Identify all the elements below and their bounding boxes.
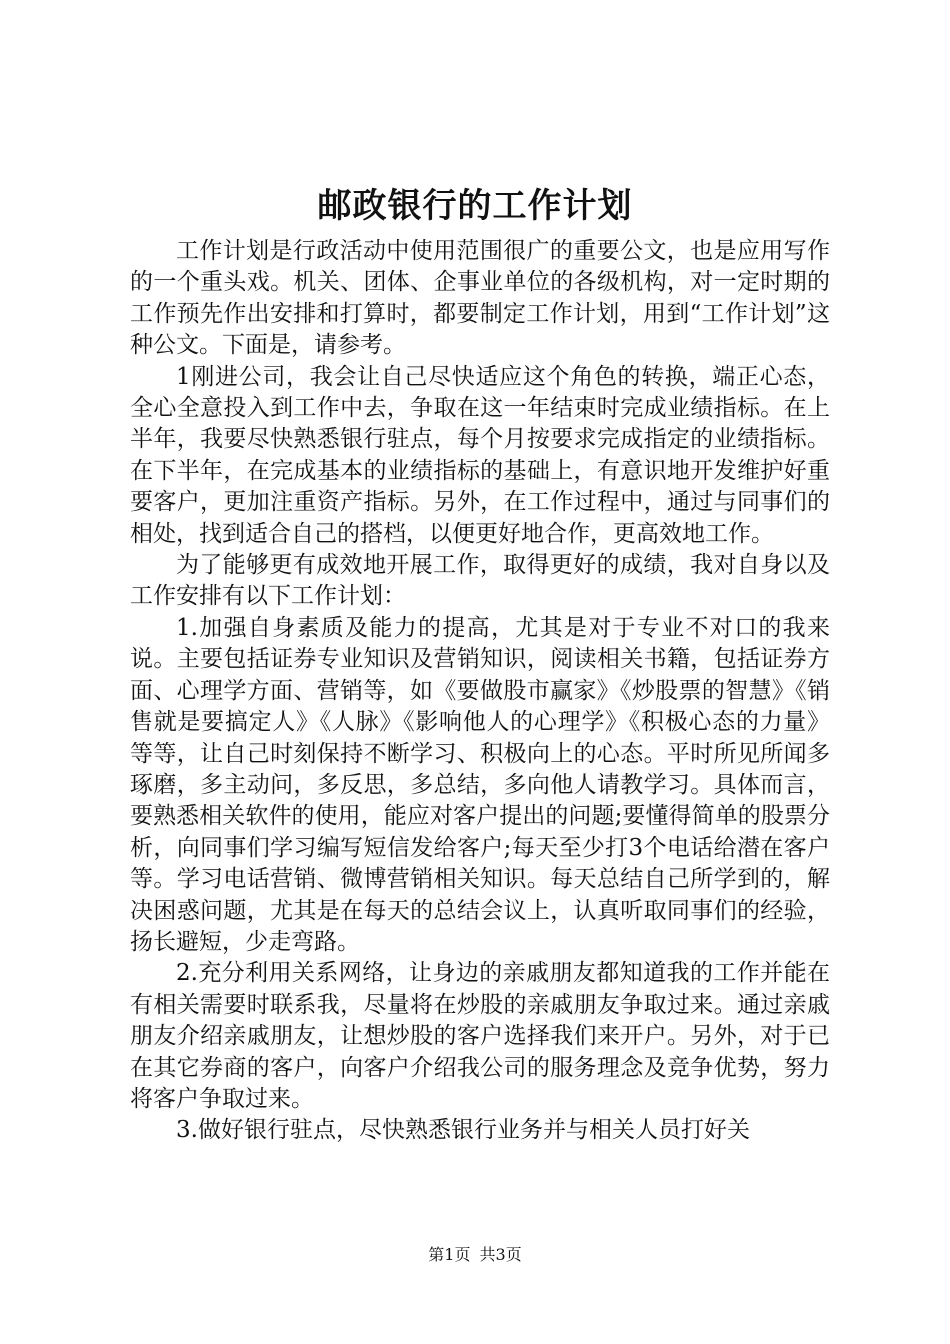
page-number-total: 共3页 bbox=[479, 1245, 522, 1264]
paragraph-intro: 工作计划是行政活动中使用范围很广的重要公文，也是应用写作的一个重头戏。机关、团体、企事业单位的各级机构，对一定时期的工作预先作出安排和打算时，都要制定工作计划，用到“工作计划”这种公文。下面是，请参考。 bbox=[130, 238, 830, 359]
paragraph-2: 为了能够更有成效地开展工作，取得更好的成绩，我对自身以及工作安排有以下工作计划： bbox=[130, 552, 830, 610]
page-number-current: 第1页 bbox=[428, 1245, 471, 1264]
paragraph-4: 2.充分利用关系网络，让身边的亲戚朋友都知道我的工作并能在有相关需要时联系我，尽量将在炒股的亲戚朋友争取过来。通过亲戚朋友介绍亲戚朋友，让想炒股的客户选择我们来开户。另外，对于已在其它券商的客户，向客户介绍我公司的服务理念及竞争优势，努力将客户争取过来。 bbox=[130, 960, 830, 1112]
document-title: 邮政银行的工作计划 bbox=[317, 186, 633, 226]
paragraph-5: 3.做好银行驻点，尽快熟悉银行业务并与相关人员打好关 bbox=[176, 1117, 750, 1144]
paragraph-1: 1刚进公司，我会让自己尽快适应这个角色的转换，端正心态，全心全意投入到工作中去，争取在这一年结束时完成业绩指标。在上半年，我要尽快熟悉银行驻点，每个月按要求完成指定的业绩指标。在下半年，在完成基本的业绩指标的基础上，有意识地开发维护好重要客户，更加注重资产指标。另外，在工作过程中，通过与同事们的相处，找到适合自己的搭档，以便更好地合作，更高效地工作。 bbox=[130, 363, 830, 547]
paragraph-3: 1.加强自身素质及能力的提高，尤其是对于专业不对口的我来说。主要包括证券专业知识及营销知识，阅读相关书籍，包括证券方面、心理学方面、营销等，如《要做股市赢家》《炒股票的智慧》《销售就是要搞定人》《人脉》《影响他人的心理学》《积极心态的力量》等等，让自己时刻保持不断学习、积极向上的心态。平时所见所闻多琢磨，多主动问，多反思，多总结，多向他人请教学习。具体而言，要熟悉相关软件的使用，能应对客户提出的问题;要懂得简单的股票分析，向同事们学习编写短信发给客户;每天至少打3个电话给潜在客户等。学习电话营销、微博营销相关知识。每天总结自己所学到的，解决困惑问题，尤其是在每天的总结会议上，认真听取同事们的经验，扬长避短，少走弯路。 bbox=[130, 614, 830, 955]
document-body bbox=[130, 236, 830, 1147]
page-footer bbox=[0, 1243, 950, 1267]
